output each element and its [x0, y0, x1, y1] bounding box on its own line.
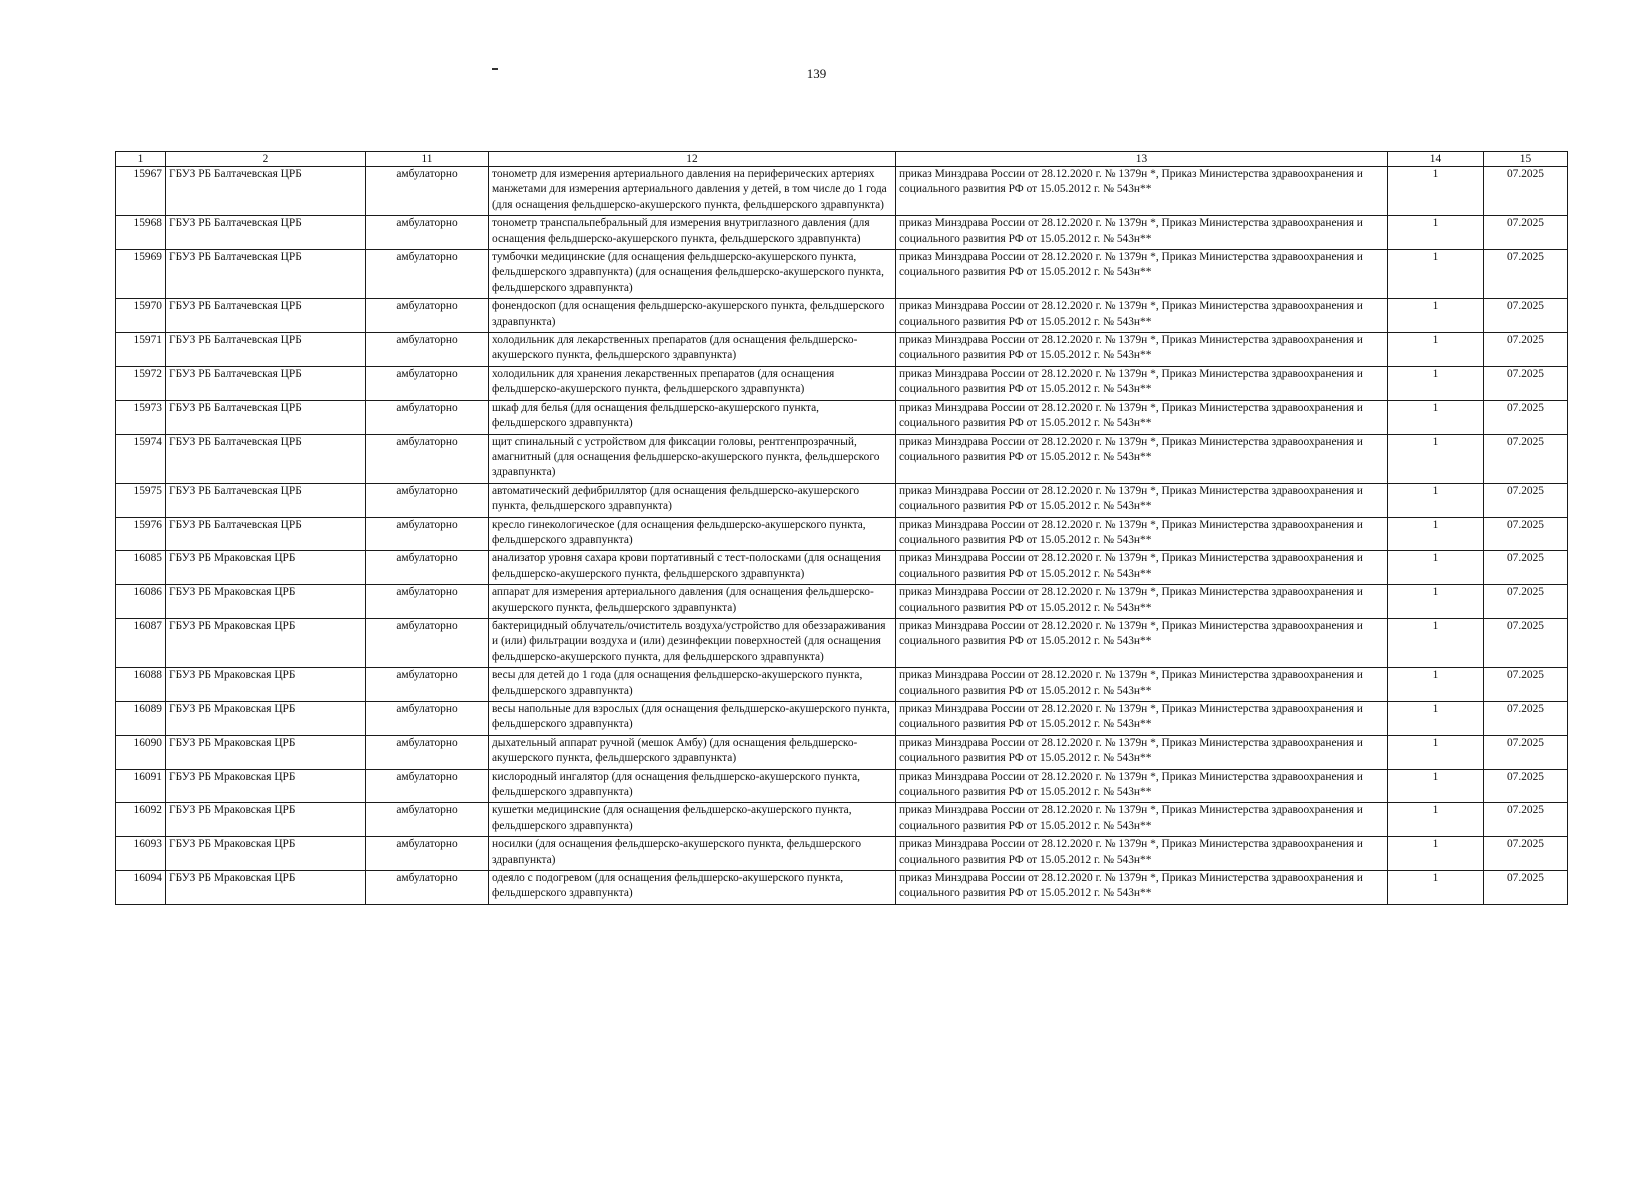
table-row — [116, 702, 1568, 736]
equipment-name-cell: автоматический дефибриллятор (для оснащения фельдшерско-акушерского пункта, фельдшерского здравпункта) — [489, 483, 896, 517]
legal-basis-cell: приказ Минздрава России от 28.12.2020 г. № 1379н *, Приказ Министерства здравоохранения и социального развития РФ от 15.05.2012 г. № 543н** — [896, 483, 1388, 517]
row-number-cell: 16092 — [116, 803, 166, 837]
legal-basis-cell: приказ Минздрава России от 28.12.2020 г. № 1379н *, Приказ Министерства здравоохранения и социального развития РФ от 15.05.2012 г. № 543н** — [896, 400, 1388, 434]
legal-basis-cell: приказ Минздрава России от 28.12.2020 г. № 1379н *, Приказ Министерства здравоохранения и социального развития РФ от 15.05.2012 г. № 543н** — [896, 517, 1388, 551]
organization-cell: ГБУЗ РБ Балтачевская ЦРБ — [166, 483, 366, 517]
row-number-cell: 15970 — [116, 299, 166, 333]
legal-basis-cell: приказ Минздрава России от 28.12.2020 г. № 1379н *, Приказ Министерства здравоохранения и социального развития РФ от 15.05.2012 г. № 543н** — [896, 167, 1388, 216]
care-mode-cell: амбулаторно — [366, 483, 489, 517]
page-number: 139 — [806, 66, 827, 81]
care-mode-cell: амбулаторно — [366, 668, 489, 702]
care-mode-cell: амбулаторно — [366, 769, 489, 803]
table-row — [116, 167, 1568, 216]
date-cell: 07.2025 — [1484, 735, 1568, 769]
care-mode-cell: амбулаторно — [366, 618, 489, 667]
quantity-cell: 1 — [1388, 299, 1484, 333]
date-cell: 07.2025 — [1484, 167, 1568, 216]
equipment-name-cell: кислородный ингалятор (для оснащения фельдшерско-акушерского пункта, фельдшерского здравпункта) — [489, 769, 896, 803]
care-mode-cell: амбулаторно — [366, 585, 489, 619]
care-mode-cell: амбулаторно — [366, 735, 489, 769]
equipment-name-cell: дыхательный аппарат ручной (мешок Амбу) (для оснащения фельдшерско-акушерского пункта, фельдшерского здравпункта) — [489, 735, 896, 769]
quantity-cell: 1 — [1388, 702, 1484, 736]
legal-basis-cell: приказ Минздрава России от 28.12.2020 г. № 1379н *, Приказ Министерства здравоохранения и социального развития РФ от 15.05.2012 г. № 543н** — [896, 668, 1388, 702]
legal-basis-cell: приказ Минздрава России от 28.12.2020 г. № 1379н *, Приказ Министерства здравоохранения и социального развития РФ от 15.05.2012 г. № 543н** — [896, 216, 1388, 250]
row-number-cell: 16086 — [116, 585, 166, 619]
quantity-cell: 1 — [1388, 585, 1484, 619]
quantity-cell: 1 — [1388, 250, 1484, 299]
organization-cell: ГБУЗ РБ Мраковская ЦРБ — [166, 769, 366, 803]
date-cell: 07.2025 — [1484, 585, 1568, 619]
row-number-cell: 15967 — [116, 167, 166, 216]
quantity-cell: 1 — [1388, 618, 1484, 667]
table-row — [116, 769, 1568, 803]
organization-cell: ГБУЗ РБ Балтачевская ЦРБ — [166, 333, 366, 367]
date-cell: 07.2025 — [1484, 871, 1568, 905]
table-row — [116, 483, 1568, 517]
legal-basis-cell: приказ Минздрава России от 28.12.2020 г. № 1379н *, Приказ Министерства здравоохранения и социального развития РФ от 15.05.2012 г. № 543н** — [896, 299, 1388, 333]
legal-basis-cell: приказ Минздрава России от 28.12.2020 г. № 1379н *, Приказ Министерства здравоохранения и социального развития РФ от 15.05.2012 г. № 543н** — [896, 333, 1388, 367]
date-cell: 07.2025 — [1484, 517, 1568, 551]
care-mode-cell: амбулаторно — [366, 167, 489, 216]
organization-cell: ГБУЗ РБ Балтачевская ЦРБ — [166, 517, 366, 551]
equipment-name-cell: одеяло с подогревом (для оснащения фельдшерско-акушерского пункта, фельдшерского здравпункта) — [489, 871, 896, 905]
table-row — [116, 803, 1568, 837]
equipment-name-cell: анализатор уровня сахара крови портативный с тест-полосками (для оснащения фельдшерско-акушерского пункта, фельдшерского здравпункта) — [489, 551, 896, 585]
legal-basis-cell: приказ Минздрава России от 28.12.2020 г. № 1379н *, Приказ Министерства здравоохранения и социального развития РФ от 15.05.2012 г. № 543н** — [896, 434, 1388, 483]
equipment-name-cell: носилки (для оснащения фельдшерско-акушерского пункта, фельдшерского здравпункта) — [489, 837, 896, 871]
organization-cell: ГБУЗ РБ Мраковская ЦРБ — [166, 837, 366, 871]
legal-basis-cell: приказ Минздрава России от 28.12.2020 г. № 1379н *, Приказ Министерства здравоохранения и социального развития РФ от 15.05.2012 г. № 543н** — [896, 618, 1388, 667]
organization-cell: ГБУЗ РБ Мраковская ЦРБ — [166, 702, 366, 736]
quantity-cell: 1 — [1388, 803, 1484, 837]
legal-basis-cell: приказ Минздрава России от 28.12.2020 г. № 1379н *, Приказ Министерства здравоохранения и социального развития РФ от 15.05.2012 г. № 543н** — [896, 551, 1388, 585]
legal-basis-cell: приказ Минздрава России от 28.12.2020 г. № 1379н *, Приказ Министерства здравоохранения и социального развития РФ от 15.05.2012 г. № 543н** — [896, 702, 1388, 736]
table-row — [116, 366, 1568, 400]
row-number-cell: 15968 — [116, 216, 166, 250]
date-cell: 07.2025 — [1484, 333, 1568, 367]
quantity-cell: 1 — [1388, 871, 1484, 905]
equipment-table — [115, 151, 1568, 905]
header-cell: 13 — [896, 152, 1388, 167]
row-number-cell: 16094 — [116, 871, 166, 905]
equipment-name-cell: холодильник для лекарственных препаратов (для оснащения фельдшерско-акушерского пункта, фельдшерского здравпункта) — [489, 333, 896, 367]
table-row — [116, 299, 1568, 333]
equipment-name-cell: весы напольные для взрослых (для оснащения фельдшерско-акушерского пункта, фельдшерского здравпункта) — [489, 702, 896, 736]
row-number-cell: 16089 — [116, 702, 166, 736]
equipment-name-cell: фонендоскоп (для оснащения фельдшерско-акушерского пункта, фельдшерского здравпункта) — [489, 299, 896, 333]
care-mode-cell: амбулаторно — [366, 551, 489, 585]
care-mode-cell: амбулаторно — [366, 871, 489, 905]
organization-cell: ГБУЗ РБ Мраковская ЦРБ — [166, 735, 366, 769]
table-row — [116, 333, 1568, 367]
row-number-cell: 16087 — [116, 618, 166, 667]
equipment-name-cell: тонометр транспальпебральный для измерения внутриглазного давления (для оснащения фельдшерско-акушерского пункта, фельдшерского здравпункта) — [489, 216, 896, 250]
table-row — [116, 618, 1568, 667]
date-cell: 07.2025 — [1484, 803, 1568, 837]
row-number-cell: 16093 — [116, 837, 166, 871]
care-mode-cell: амбулаторно — [366, 434, 489, 483]
legal-basis-cell: приказ Минздрава России от 28.12.2020 г. № 1379н *, Приказ Министерства здравоохранения и социального развития РФ от 15.05.2012 г. № 543н** — [896, 366, 1388, 400]
row-number-cell: 15972 — [116, 366, 166, 400]
care-mode-cell: амбулаторно — [366, 250, 489, 299]
date-cell: 07.2025 — [1484, 250, 1568, 299]
scan-speck — [492, 68, 498, 70]
row-number-cell: 16088 — [116, 668, 166, 702]
quantity-cell: 1 — [1388, 333, 1484, 367]
header-cell: 14 — [1388, 152, 1484, 167]
table-row — [116, 551, 1568, 585]
row-number-cell: 16090 — [116, 735, 166, 769]
table-row — [116, 585, 1568, 619]
table-row — [116, 250, 1568, 299]
table-row — [116, 837, 1568, 871]
care-mode-cell: амбулаторно — [366, 837, 489, 871]
quantity-cell: 1 — [1388, 735, 1484, 769]
date-cell: 07.2025 — [1484, 299, 1568, 333]
quantity-cell: 1 — [1388, 551, 1484, 585]
legal-basis-cell: приказ Минздрава России от 28.12.2020 г. № 1379н *, Приказ Министерства здравоохранения и социального развития РФ от 15.05.2012 г. № 543н** — [896, 803, 1388, 837]
date-cell: 07.2025 — [1484, 837, 1568, 871]
equipment-name-cell: тонометр для измерения артериального давления на периферических артериях манжетами для измерения артериального давления у детей, в том числе до 1 года (для оснащения фельдшерско-акушерского пункта, фельдшерского здравпункта) — [489, 167, 896, 216]
quantity-cell: 1 — [1388, 483, 1484, 517]
date-cell: 07.2025 — [1484, 668, 1568, 702]
header-cell: 15 — [1484, 152, 1568, 167]
quantity-cell: 1 — [1388, 167, 1484, 216]
quantity-cell: 1 — [1388, 400, 1484, 434]
equipment-name-cell: бактерицидный облучатель/очиститель воздуха/устройство для обеззараживания и (или) фильтрации воздуха и (или) дезинфекции поверхностей (для оснащения фельдшерско-акушерского пункта, для фельдшерского здравпункта) — [489, 618, 896, 667]
legal-basis-cell: приказ Минздрава России от 28.12.2020 г. № 1379н *, Приказ Министерства здравоохранения и социального развития РФ от 15.05.2012 г. № 543н** — [896, 250, 1388, 299]
organization-cell: ГБУЗ РБ Балтачевская ЦРБ — [166, 216, 366, 250]
header-cell: 12 — [489, 152, 896, 167]
row-number-cell: 16091 — [116, 769, 166, 803]
organization-cell: ГБУЗ РБ Балтачевская ЦРБ — [166, 434, 366, 483]
organization-cell: ГБУЗ РБ Мраковская ЦРБ — [166, 551, 366, 585]
date-cell: 07.2025 — [1484, 551, 1568, 585]
quantity-cell: 1 — [1388, 769, 1484, 803]
date-cell: 07.2025 — [1484, 400, 1568, 434]
organization-cell: ГБУЗ РБ Мраковская ЦРБ — [166, 803, 366, 837]
equipment-name-cell: весы для детей до 1 года (для оснащения фельдшерско-акушерского пункта, фельдшерского здравпункта) — [489, 668, 896, 702]
organization-cell: ГБУЗ РБ Балтачевская ЦРБ — [166, 400, 366, 434]
header-cell: 2 — [166, 152, 366, 167]
row-number-cell: 15971 — [116, 333, 166, 367]
legal-basis-cell: приказ Минздрава России от 28.12.2020 г. № 1379н *, Приказ Министерства здравоохранения и социального развития РФ от 15.05.2012 г. № 543н** — [896, 585, 1388, 619]
organization-cell: ГБУЗ РБ Балтачевская ЦРБ — [166, 366, 366, 400]
legal-basis-cell: приказ Минздрава России от 28.12.2020 г. № 1379н *, Приказ Министерства здравоохранения и социального развития РФ от 15.05.2012 г. № 543н** — [896, 735, 1388, 769]
organization-cell: ГБУЗ РБ Мраковская ЦРБ — [166, 585, 366, 619]
table-row — [116, 735, 1568, 769]
legal-basis-cell: приказ Минздрава России от 28.12.2020 г. № 1379н *, Приказ Министерства здравоохранения и социального развития РФ от 15.05.2012 г. № 543н** — [896, 871, 1388, 905]
date-cell: 07.2025 — [1484, 702, 1568, 736]
organization-cell: ГБУЗ РБ Балтачевская ЦРБ — [166, 250, 366, 299]
equipment-name-cell: кушетки медицинские (для оснащения фельдшерско-акушерского пункта, фельдшерского здравпункта) — [489, 803, 896, 837]
row-number-cell: 15973 — [116, 400, 166, 434]
date-cell: 07.2025 — [1484, 769, 1568, 803]
equipment-name-cell: тумбочки медицинские (для оснащения фельдшерско-акушерского пункта, фельдшерского здравпункта) (для оснащения фельдшерско-акушерского пункта, фельдшерского здравпункта) — [489, 250, 896, 299]
row-number-cell: 16085 — [116, 551, 166, 585]
equipment-name-cell: кресло гинекологическое (для оснащения фельдшерско-акушерского пункта, фельдшерского здравпункта) — [489, 517, 896, 551]
row-number-cell: 15969 — [116, 250, 166, 299]
organization-cell: ГБУЗ РБ Мраковская ЦРБ — [166, 618, 366, 667]
row-number-cell: 15976 — [116, 517, 166, 551]
legal-basis-cell: приказ Минздрава России от 28.12.2020 г. № 1379н *, Приказ Министерства здравоохранения и социального развития РФ от 15.05.2012 г. № 543н** — [896, 837, 1388, 871]
quantity-cell: 1 — [1388, 517, 1484, 551]
table-row — [116, 871, 1568, 905]
organization-cell: ГБУЗ РБ Мраковская ЦРБ — [166, 668, 366, 702]
date-cell: 07.2025 — [1484, 216, 1568, 250]
equipment-name-cell: шкаф для белья (для оснащения фельдшерско-акушерского пункта, фельдшерского здравпункта) — [489, 400, 896, 434]
quantity-cell: 1 — [1388, 216, 1484, 250]
quantity-cell: 1 — [1388, 434, 1484, 483]
organization-cell: ГБУЗ РБ Балтачевская ЦРБ — [166, 167, 366, 216]
table-row — [116, 216, 1568, 250]
date-cell: 07.2025 — [1484, 483, 1568, 517]
care-mode-cell: амбулаторно — [366, 702, 489, 736]
care-mode-cell: амбулаторно — [366, 400, 489, 434]
organization-cell: ГБУЗ РБ Мраковская ЦРБ — [166, 871, 366, 905]
header-row — [116, 152, 1568, 167]
equipment-name-cell: щит спинальный с устройством для фиксации головы, рентгенпрозрачный, амагнитный (для оснащения фельдшерско-акушерского пункта, фельдшерского здравпункта) — [489, 434, 896, 483]
quantity-cell: 1 — [1388, 668, 1484, 702]
quantity-cell: 1 — [1388, 366, 1484, 400]
care-mode-cell: амбулаторно — [366, 299, 489, 333]
legal-basis-cell: приказ Минздрава России от 28.12.2020 г. № 1379н *, Приказ Министерства здравоохранения и социального развития РФ от 15.05.2012 г. № 543н** — [896, 769, 1388, 803]
care-mode-cell: амбулаторно — [366, 333, 489, 367]
equipment-name-cell: холодильник для хранения лекарственных препаратов (для оснащения фельдшерско-акушерского пункта, фельдшерского здравпункта) — [489, 366, 896, 400]
care-mode-cell: амбулаторно — [366, 366, 489, 400]
equipment-name-cell: аппарат для измерения артериального давления (для оснащения фельдшерско-акушерского пункта, фельдшерского здравпункта) — [489, 585, 896, 619]
table-row — [116, 517, 1568, 551]
date-cell: 07.2025 — [1484, 366, 1568, 400]
row-number-cell: 15975 — [116, 483, 166, 517]
organization-cell: ГБУЗ РБ Балтачевская ЦРБ — [166, 299, 366, 333]
care-mode-cell: амбулаторно — [366, 216, 489, 250]
table-row — [116, 400, 1568, 434]
care-mode-cell: амбулаторно — [366, 517, 489, 551]
header-cell: 11 — [366, 152, 489, 167]
row-number-cell: 15974 — [116, 434, 166, 483]
care-mode-cell: амбулаторно — [366, 803, 489, 837]
header-cell: 1 — [116, 152, 166, 167]
quantity-cell: 1 — [1388, 837, 1484, 871]
date-cell: 07.2025 — [1484, 618, 1568, 667]
table-row — [116, 668, 1568, 702]
table-row — [116, 434, 1568, 483]
date-cell: 07.2025 — [1484, 434, 1568, 483]
